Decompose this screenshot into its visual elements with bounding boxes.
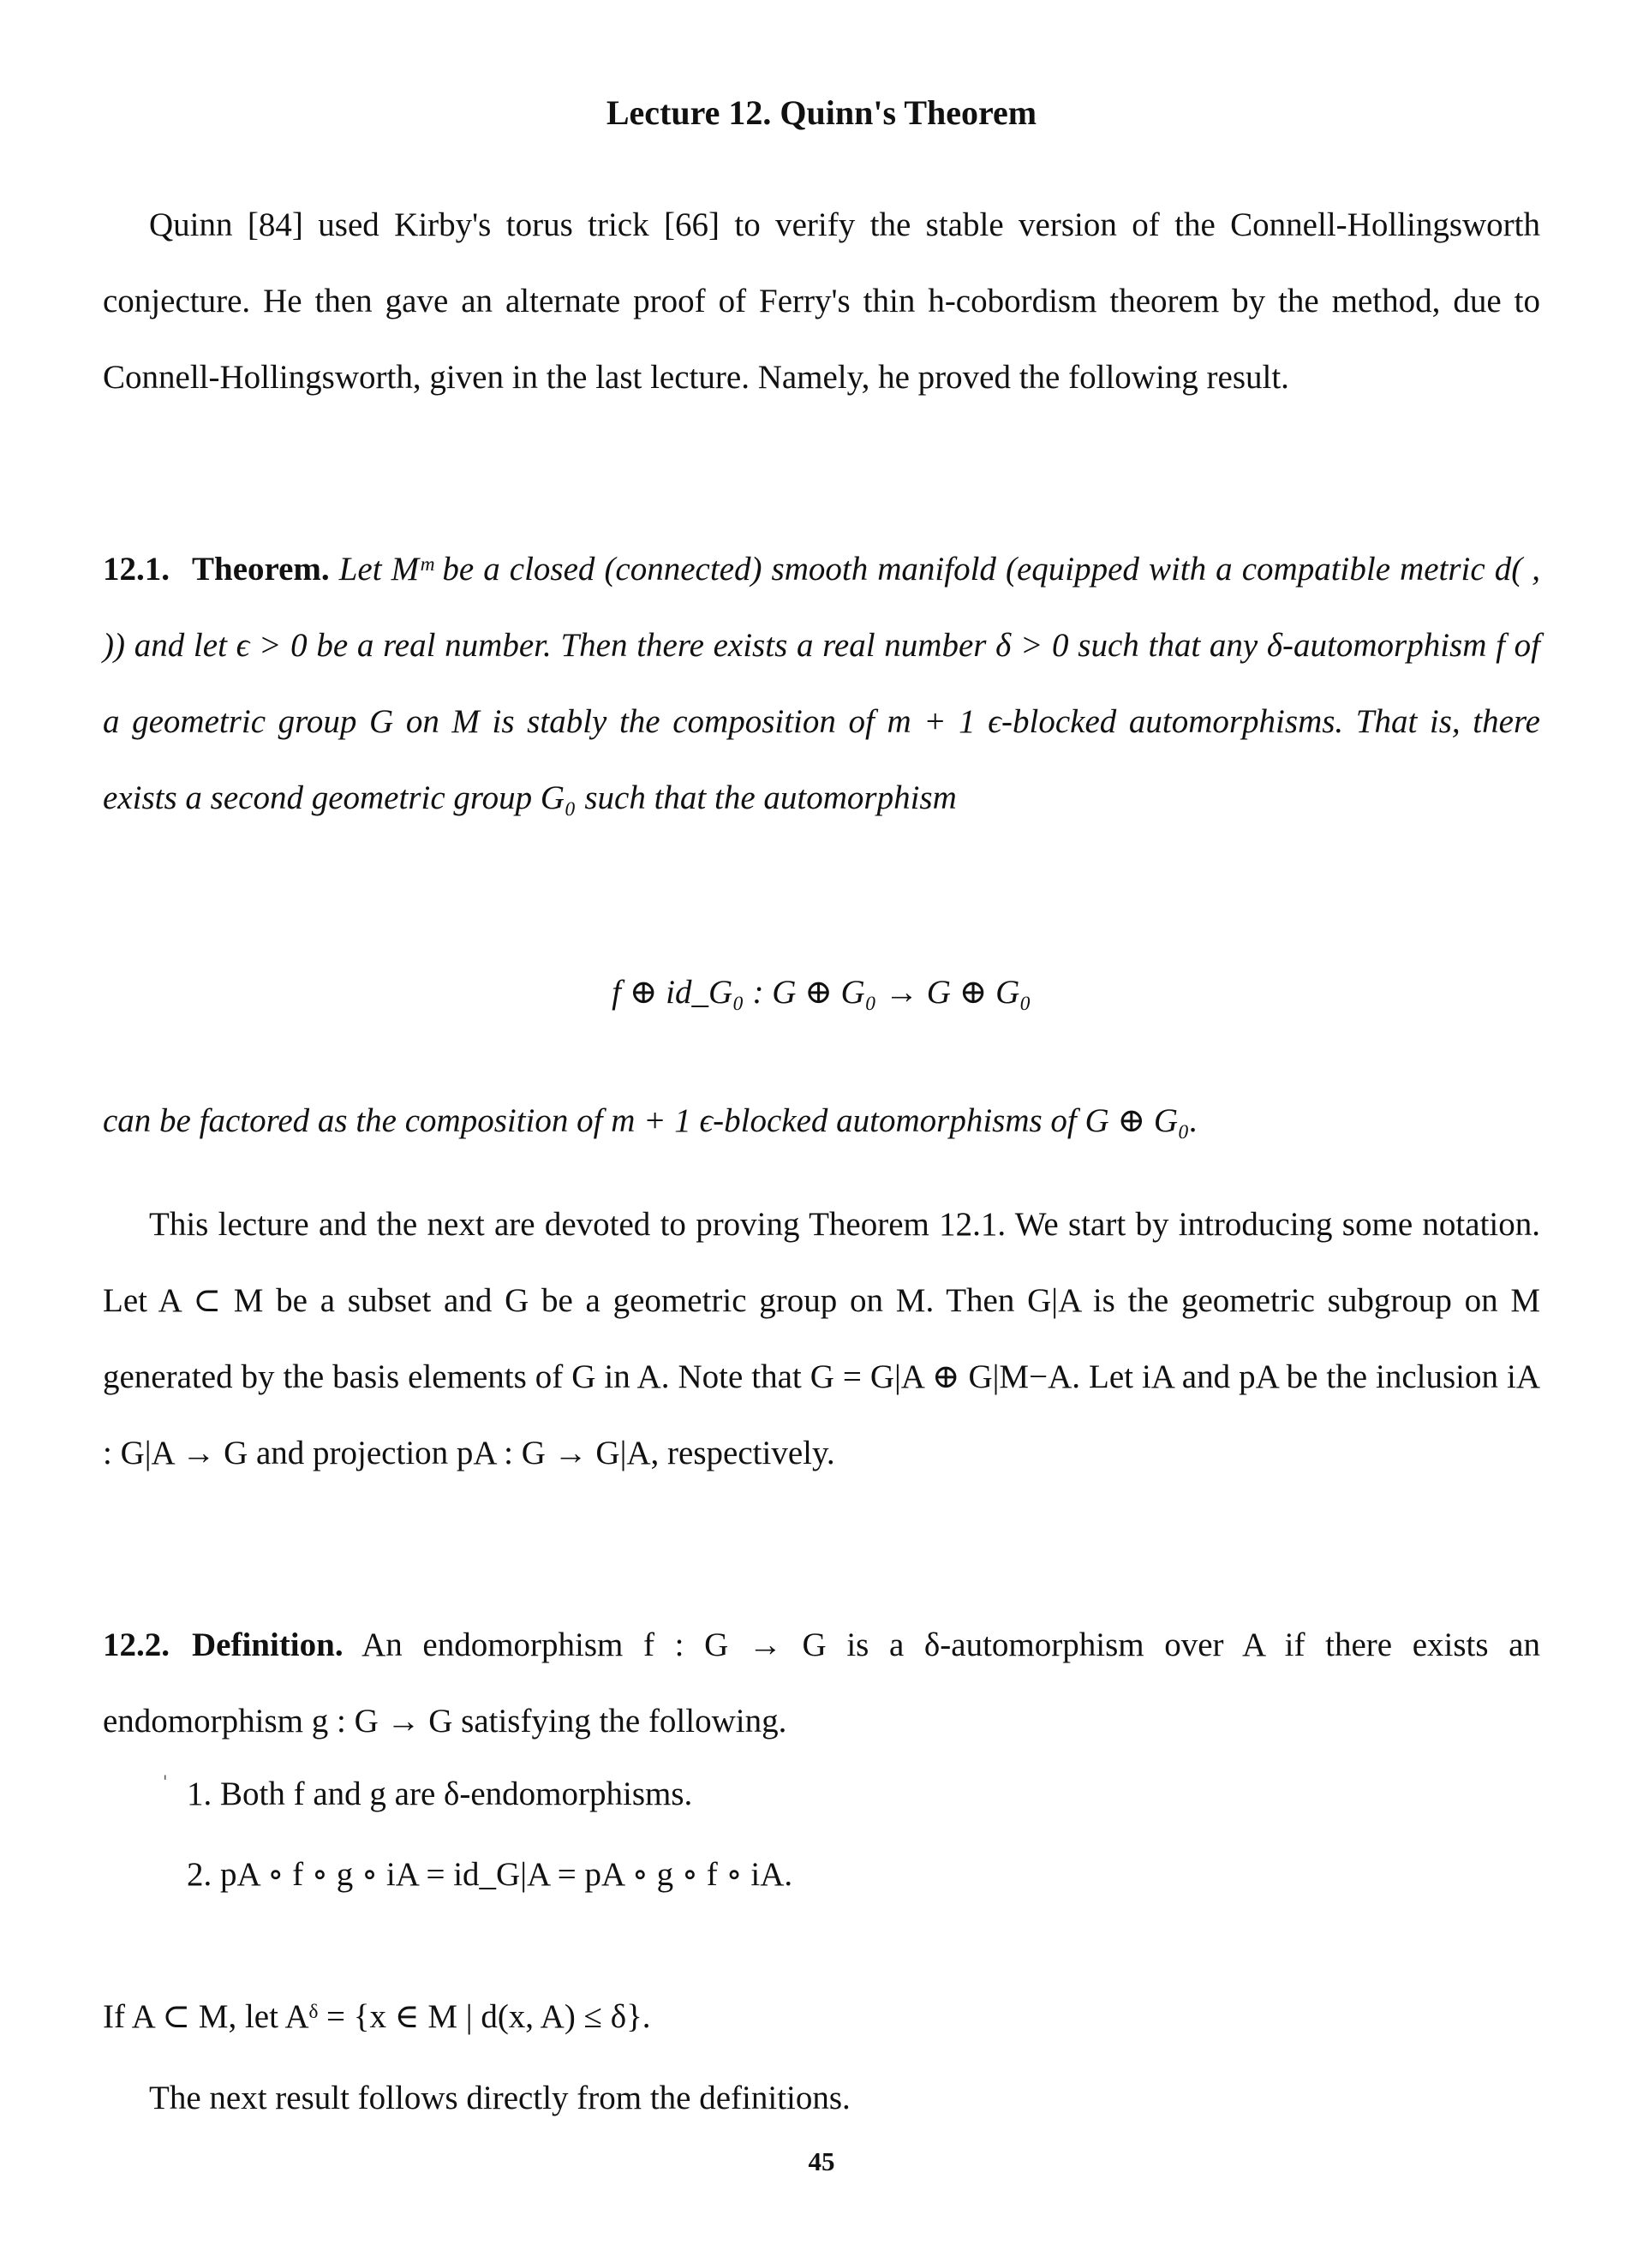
definition-item-2: 2. pA ∘ f ∘ g ∘ iA = id_G|A = pA ∘ g ∘ f ∘ iA. [187,1856,793,1893]
notation-paragraph: This lecture and the next are devoted to proving Theorem 12.1. We start by introducing some notation. Let A ⊂ M be a subset and G be a geometric group on M. Then G|A is the geometric subgroup on M generated by the basis elements of G in A. Note that G = G|A ⊕ G|M−A. Let iA and pA be the inclusion iA : G|A → G and projection pA : G → G|A, respectively. [103,1206,1540,1471]
theorem-block [103,531,1540,836]
definition-label: Definition. [192,1626,344,1663]
definition-number: 12.2. [103,1626,170,1663]
stray-mark: ' [163,1771,168,1792]
delta-neighborhood-definition: If A ⊂ M, let Aᵟ = {x ∈ M | d(x, A) ≤ δ}. [103,1998,651,2035]
lecture-title: Lecture 12. Quinn's Theorem [606,93,1037,132]
display-equation: f ⊕ id_G₀ : G ⊕ G₀ → G ⊕ G₀ [612,974,1031,1011]
theorem-label: Theorem. [192,551,330,588]
intro-paragraph: Quinn [84] used Kirby's torus trick [66] to verify the stable version of the Connell-Hollingsworth conjecture. He then gave an alternate proof of Ferry's thin h-cobordism theorem by the method, due to Connell-Hollingsworth, given in the last lecture. Namely, he proved the following result. [103,206,1540,396]
theorem-conclusion: can be factored as the composition of m + 1 ϵ-blocked automorphisms of G ⊕ G₀. [103,1102,1198,1139]
closing-sentence: The next result follows directly from the definitions. [149,2080,851,2116]
definition-block [103,1607,1540,1759]
theorem-heading [103,551,330,588]
theorem-number: 12.1. [103,551,170,588]
page-number: 45 [808,2146,835,2176]
theorem-statement: Let Mᵐ be a closed (connected) smooth manifold (equipped with a compatible metric d( , )) and let ϵ > 0 be a real number. Then there exists a real number δ > 0 such that any δ-automorphism f of a geometric group G on M is stably the composition of m + 1 ϵ-blocked automorphisms. That is, there exists a second geometric group G₀ such that the automorphism [103,551,1541,816]
definition-item-1: 1. Both f and g are δ-endomorphisms. [187,1776,693,1812]
definition-text: An endomorphism f : G → G is a δ-automorphism over A if there exists an endomorphism g : G → G satisfying the following. [103,1626,1540,1740]
definition-heading [103,1626,344,1663]
